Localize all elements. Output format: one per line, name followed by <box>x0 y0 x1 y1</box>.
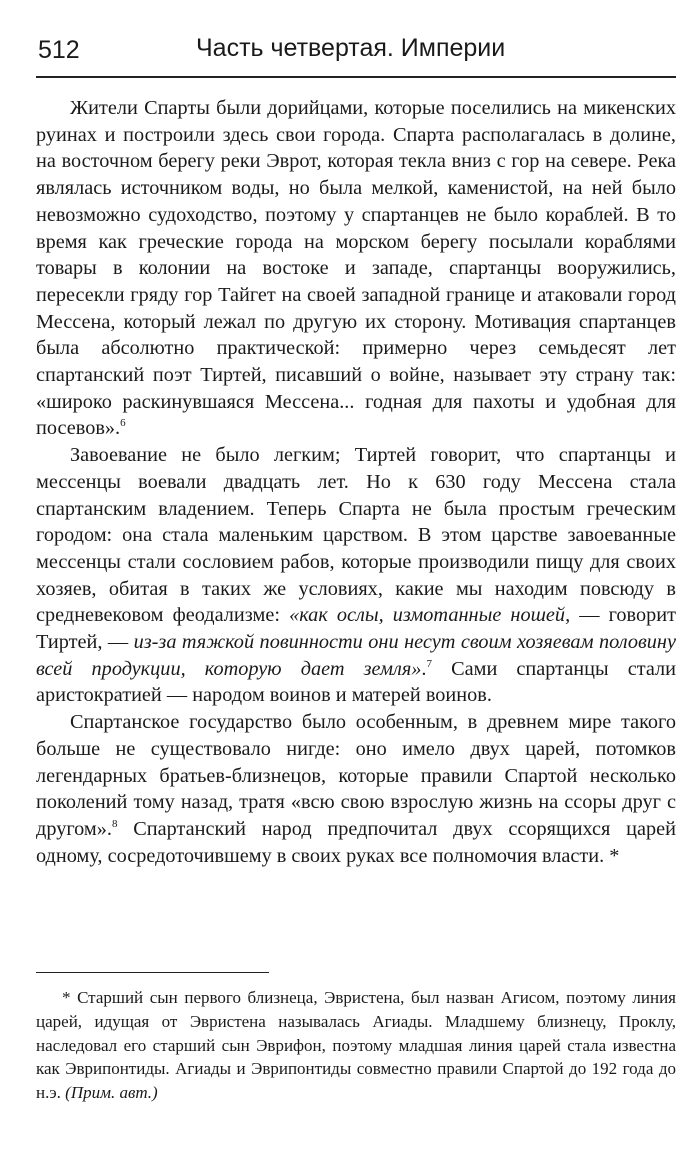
footnote-text: * Старший сын первого близнеца, Эвристена, был назван Агисом, поэтому линия царей, идущая от Эвристена называлась Агиады. Младшему близнецу, Проклу, наследовал его старший сын Эврифон, поэтому младшая линия царей стала известна как Эврипонтиды. Агиады и Эврипонтиды совместно правили Спартой до 192 года до н.э. <box>36 988 676 1103</box>
paragraph-text: Жители Спарты были дорийцами, которые поселились на микенских руинах и построили здесь свои города. Спарта располагалась в долине, на восточном берегу реки Эврот, которая текла вниз с гор на севере. Река являлась источником воды, но была мелкой, каменистой, на ней было невозможно судоходство, поэтому у спартанцев не было кораблей. В то время как греческие города на морском берегу посылали кораблями товары в колонии на востоке и западе, спартанцы вооружились, пересекли гряду гор Тайгет на своей западной границе и атаковали город Мессена, который лежал по другую их сторону. Мотивация спартанцев была абсолютно практической: примерно через семьдесят лет спартанский поэт Тиртей, писавший о войне, называет эту страну так: «широко раскинувшаяся Мессена... годная для пахоты и удобная для посевов». <box>36 97 676 440</box>
paragraph-1 <box>36 95 676 442</box>
paragraph-2 <box>36 442 676 709</box>
endnote-marker: 7 <box>426 657 432 670</box>
author-note: (Прим. авт.) <box>65 1083 158 1103</box>
page-header <box>36 30 676 78</box>
paragraph-text: Спартанский народ предпочитал двух ссорящихся царей одному, сосредоточившему в своих руках все полномочия власти. * <box>36 817 676 867</box>
quotation: из-за тяжкой повинности они несут своим хозяевам половину всей продукции, которую дает земля» <box>36 631 676 680</box>
paragraph-text: Завоевание не было легким; Тиртей говорит, что спартанцы и мессенцы воевали двадцать лет. Но к 630 году Мессена стала спартанским владением. Теперь Спарта не была простым греческим городом: она стала маленьким царством. В этом царстве завоеванные мессенцы стали сословием рабов, которые производили пищу для своих хозяев, обитая в таких же условиях, какие мы находим повсюду в средневековом феодализме: <box>36 444 676 627</box>
paragraph-text: . <box>421 657 427 680</box>
endnote-marker: 6 <box>120 417 126 430</box>
footnote-divider <box>36 972 269 973</box>
page-number: 512 <box>38 36 80 64</box>
footnote <box>36 986 676 1105</box>
paragraph-3 <box>36 709 676 869</box>
quotation: «как ослы, измотанные ношей, <box>289 604 571 627</box>
running-head: Часть четвертая. Империи <box>196 34 506 62</box>
endnote-marker: 8 <box>111 817 118 830</box>
paragraph-text: — говорит Тиртей, — <box>36 604 676 654</box>
paragraph-text: Сами спартанцы стали аристократией — народом воинов и матерей воинов. <box>36 657 676 707</box>
body-text <box>36 95 676 869</box>
paragraph-text: Спартанское государство было особенным, в древнем мире такого больше не существовало нигде: оно имело двух царей, потомков легендарных братьев-близнецов, которые правили Спартой несколько поколений тому назад, тратя «всю свою взрослую жизнь на ссоры друг с другом». <box>36 711 676 840</box>
